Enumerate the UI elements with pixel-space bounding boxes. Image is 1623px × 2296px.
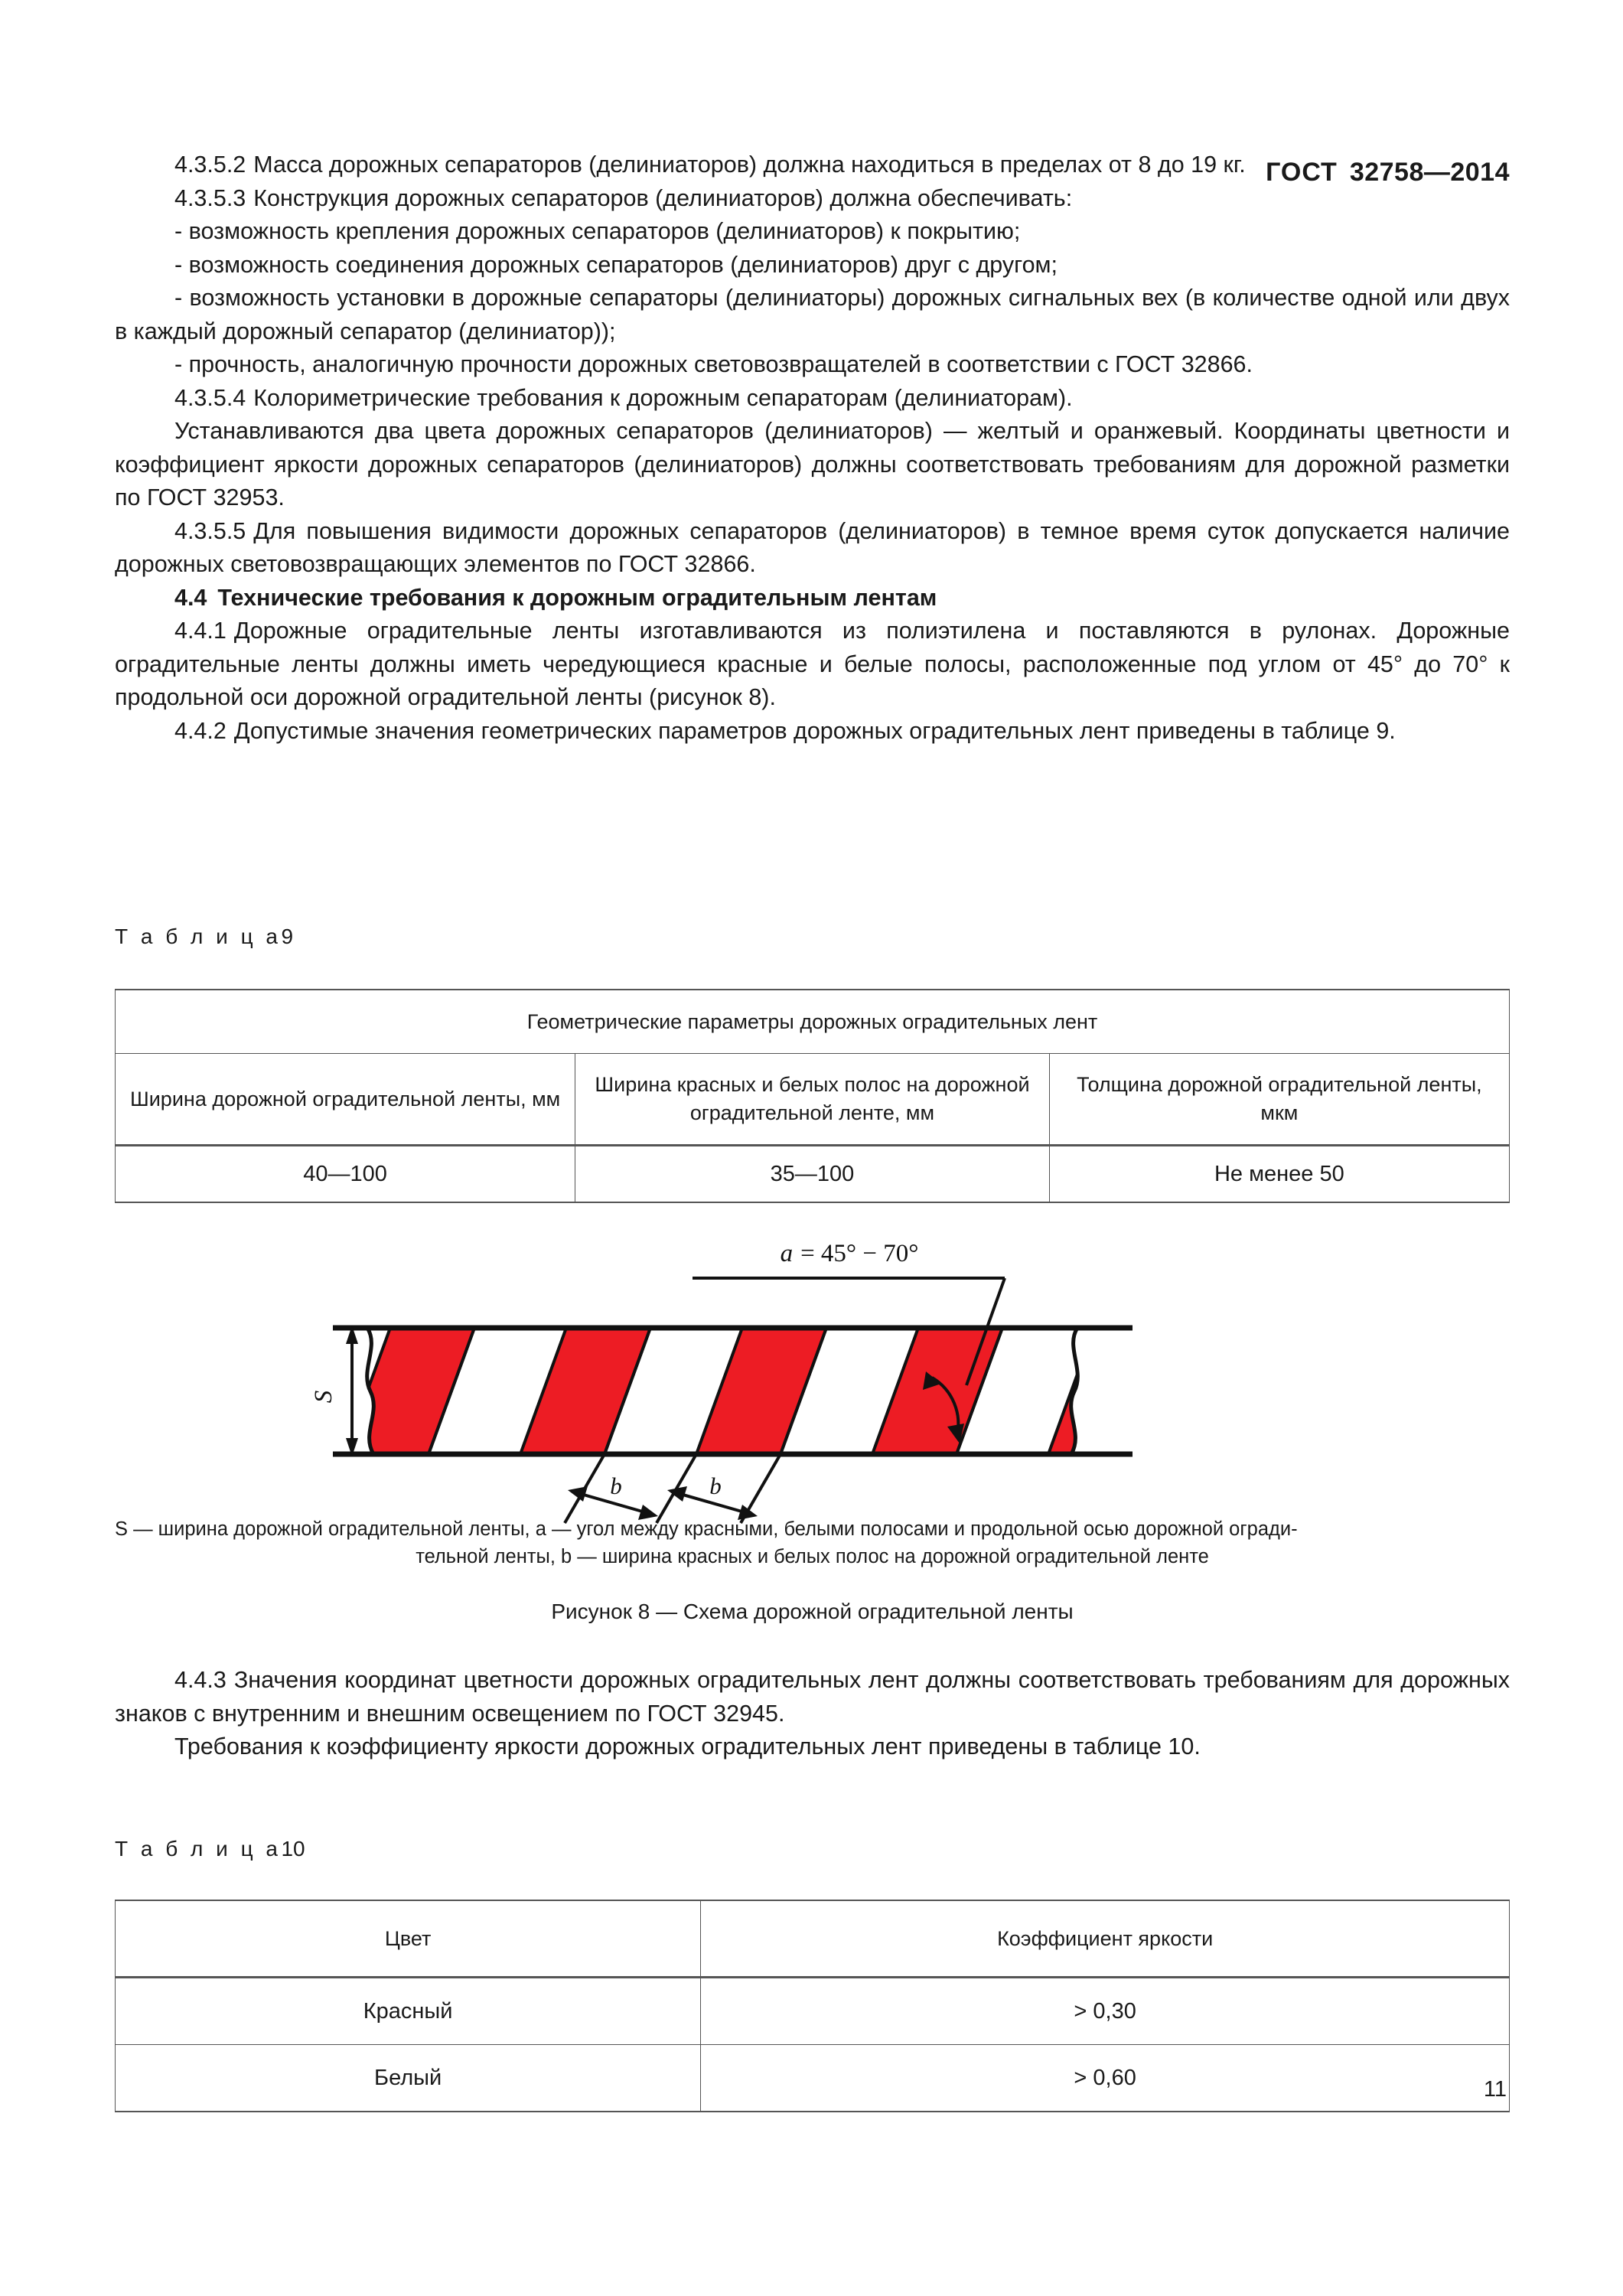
table-10-caption-label: Т а б л и ц а <box>115 1837 282 1861</box>
section-title-4-4: Технические требования к дорожным оградительным лентам <box>217 584 937 611</box>
table-9-column-header-3: Толщина дорожной оградительной ленты, мкм <box>1049 1054 1509 1146</box>
body-text-block <box>115 148 1510 748</box>
table-row <box>116 2045 1510 2112</box>
table-10-cell-2-1: Белый <box>116 2045 701 2112</box>
table-9-cell-1-3: Не менее 50 <box>1049 1146 1509 1203</box>
clause-number-4-3-5-5: 4.3.5.5 <box>174 517 246 544</box>
table-9-span-header: Геометрические параметры дорожных оградительных лент <box>116 990 1510 1054</box>
angle-symbol: a <box>780 1240 794 1267</box>
dimension-b-1 <box>568 1473 658 1520</box>
page-number: 11 <box>1483 2077 1507 2102</box>
clause-text-4-3-5-4: Колориметрические требования к дорожным сепараторам (делиниаторам). <box>253 384 1073 411</box>
table-10-cell-1-2: > 0,30 <box>701 1978 1510 2045</box>
paragraph-colors: Устанавливаются два цвета дорожных сепараторов (делиниаторов) — желтый и оранжевый. Координаты цветности и коэффициент яркости дорожных сепараторов (делиниаторов) должны соответствовать требованиям для дорожной разметки по ГОСТ 32953. <box>115 418 1510 510</box>
paragraph-table-10-ref: Требования к коэффициенту яркости дорожных оградительных лент приведены в таблице 10. <box>174 1733 1201 1760</box>
paragraph-4-4-2 <box>115 715 1510 748</box>
figure-8-legend-line2: тельной ленты, b — ширина красных и белых полос на дорожной оградительной ленте <box>416 1546 1209 1567</box>
table-9-caption-label: Т а б л и ц а <box>115 925 282 948</box>
clause-number-4-4-1: 4.4.1 <box>174 618 227 644</box>
clause-number-4-4-2: 4.4.2 <box>174 717 227 744</box>
bullet-item-1: - возможность крепления дорожных сепараторов (делиниаторов) к покрытию; <box>174 218 1021 244</box>
table-10-caption <box>115 1837 305 1861</box>
bullet-item-4: - прочность, аналогичную прочности дорожных световозвращателей в соответствии с ГОСТ 32866. <box>174 351 1253 377</box>
bullet-item-2: - возможность соединения дорожных сепараторов (делиниаторов) друг с другом; <box>174 251 1058 278</box>
angle-label <box>781 1240 919 1267</box>
figure-8-caption: Рисунок 8 — Схема дорожной оградительной ленты <box>551 1600 1074 1623</box>
table-row <box>116 1054 1510 1146</box>
paragraph-4-3-5-3 <box>115 182 1510 216</box>
section-heading-4-4 <box>115 582 1510 615</box>
paragraph-4-4-3 <box>115 1664 1510 1730</box>
dimension-s <box>310 1326 358 1456</box>
clause-number-4-3-5-3: 4.3.5.3 <box>174 184 246 211</box>
clause-text-4-3-5-3: Конструкция дорожных сепараторов (делиниаторов) должна обеспечивать: <box>253 184 1073 211</box>
paragraph-4-4-1 <box>115 615 1510 715</box>
clause-text-4-3-5-2: Масса дорожных сепараторов (делиниаторов) должна находиться в пределах от 8 до 19 кг. <box>253 152 1246 178</box>
table-9-caption <box>115 925 293 949</box>
standard-number: 32758—2014 <box>1349 158 1510 187</box>
tape-body <box>344 1316 1133 1469</box>
paragraph-4-3-5-2 <box>115 148 1510 182</box>
table-9-caption-number: 9 <box>281 925 294 948</box>
paragraph-4-3-5-4 <box>115 382 1510 416</box>
table-9-cell-1-1: 40—100 <box>116 1146 575 1203</box>
clause-number-4-3-5-2: 4.3.5.2 <box>174 152 246 178</box>
clause-text-4-3-5-5: Для повышения видимости дорожных сепараторов (делиниаторов) в темное время суток допускается наличие дорожных световозвращающих элементов по ГОСТ 32866. <box>115 517 1510 577</box>
clause-text-4-4-3: Значения координат цветности дорожных оградительных лент должны соответствовать требованиям для дорожных знаков с внутренним и внешним освещением по ГОСТ 32945. <box>115 1667 1510 1727</box>
dimension-b-2-label: b <box>709 1473 722 1499</box>
table-row <box>116 1900 1510 1978</box>
clause-text-4-4-2: Допустимые значения геометрических параметров дорожных оградительных лент приведены в таблице 9. <box>233 717 1396 744</box>
table-10 <box>115 1900 1510 2112</box>
figure-8-legend <box>115 1515 1510 1570</box>
dimension-b-1-label: b <box>610 1473 622 1499</box>
table-10-cell-1-1: Красный <box>116 1978 701 2045</box>
table-10-column-header-2: Коэффициент яркости <box>701 1900 1510 1978</box>
table-9-cell-1-2: 35—100 <box>575 1146 1049 1203</box>
table-10-caption-number: 10 <box>281 1837 305 1861</box>
angle-value: = 45° − 70° <box>800 1240 919 1267</box>
table-10-cell-2-2: > 0,60 <box>701 2045 1510 2112</box>
table-row <box>116 990 1510 1054</box>
clause-number-4-4-3: 4.4.3 <box>174 1667 227 1693</box>
figure-8-diagram <box>115 1194 1510 1531</box>
dimension-s-label: S <box>310 1390 337 1404</box>
bullet-item-3: - возможность установки в дорожные сепараторы (делиниаторы) дорожных сигнальных вех (в количестве одной или двух в каждый дорожный сепаратор (делиниатор)); <box>115 285 1510 344</box>
table-9-column-header-2: Ширина красных и белых полос на дорожной оградительной ленте, мм <box>575 1054 1049 1146</box>
body-text-block-after-figure <box>115 1664 1510 1764</box>
table-9-column-header-1: Ширина дорожной оградительной ленты, мм <box>116 1054 575 1146</box>
figure-8-legend-line1: S — ширина дорожной оградительной ленты, a — угол между красными, белыми полосами и продольной осью дорожной огради- <box>115 1518 1298 1540</box>
table-9 <box>115 989 1510 1203</box>
table-10-column-header-1: Цвет <box>116 1900 701 1978</box>
paragraph-4-3-5-5 <box>115 515 1510 582</box>
clause-text-4-4-1: Дорожные оградительные ленты изготавливаются из полиэтилена и поставляются в рулонах. Дорожные оградительные ленты должны иметь чередующиеся красные и белые полосы, расположенные под углом от 45° до 70° к продольной оси дорожной оградительной ленты (рисунок 8). <box>115 618 1510 710</box>
standard-word: ГОСТ <box>1266 158 1338 187</box>
clause-number-4-3-5-4: 4.3.5.4 <box>174 384 246 411</box>
section-number-4-4: 4.4 <box>174 584 207 611</box>
table-row <box>116 1978 1510 2045</box>
